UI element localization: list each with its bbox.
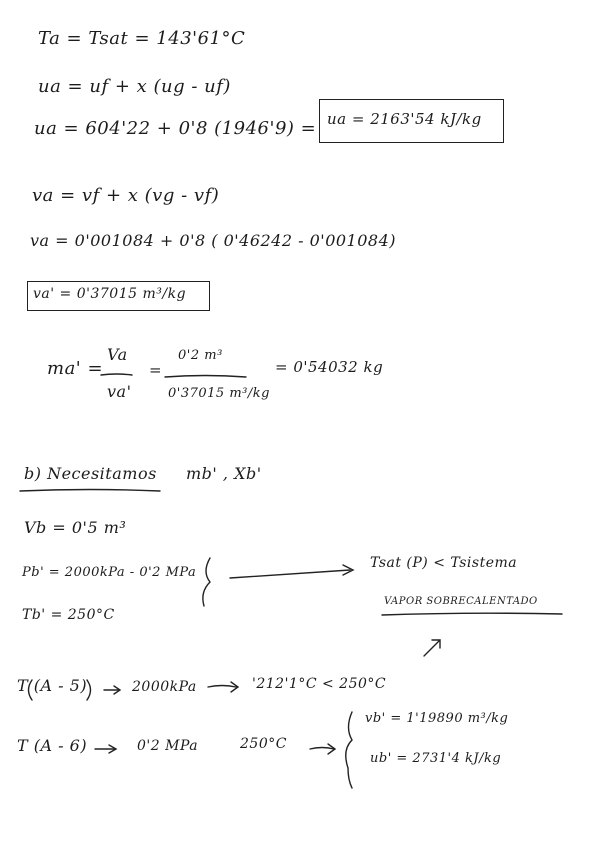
table-a6-temperature: 250°C	[240, 736, 287, 752]
vb-result: vb' = 1'19890 m³/kg	[365, 711, 509, 726]
pb-equation: Pb' = 2000kPa - 0'2 MPa	[22, 565, 197, 580]
ma-denominator-specific-volume: 0'37015 m³/kg	[168, 386, 270, 401]
arrow-to-tsat-shaft	[230, 570, 350, 578]
ta-equation: Ta = Tsat = 143'61°C	[38, 28, 246, 49]
paren-a5-right	[87, 680, 91, 700]
arrow-up-to-vapor-shaft	[424, 640, 440, 656]
table-a6-pressure: 0'2 MPa	[137, 738, 199, 754]
va-calculation: va = 0'001084 + 0'8 ( 0'46242 - 0'001084)	[30, 231, 397, 250]
ma-lhs: ma' =	[47, 358, 104, 379]
table-a5-result: '212'1°C < 250°C	[252, 676, 387, 692]
ma-numerator-va: Va	[107, 345, 128, 364]
table-a5-reference: T (A - 5)	[17, 676, 88, 695]
ua-calculation: ua = 604'22 + 0'8 (1946'9) =	[34, 118, 317, 139]
va-result: va' = 0'37015 m³/kg	[33, 286, 187, 302]
vb-equation: Vb = 0'5 m³	[24, 518, 127, 537]
tsat-comparison: Tsat (P) < Tsistema	[370, 555, 518, 571]
part-b-heading: b) Necesitamos	[24, 464, 157, 483]
part-b-heading-variables: mb' , Xb'	[186, 464, 262, 483]
results-brace	[346, 712, 352, 788]
ma-fraction-bar-left	[101, 374, 132, 375]
tb-equation: Tb' = 250°C	[22, 607, 115, 623]
ma-fraction-bar-right	[165, 376, 246, 378]
table-a5-pressure: 2000kPa	[132, 679, 197, 695]
va-formula: va = vf + x (vg - vf)	[32, 185, 220, 206]
ub-result: ub' = 2731'4 kJ/kg	[370, 751, 502, 766]
paren-a5-left	[29, 680, 33, 700]
ua-formula: ua = uf + x (ug - uf)	[38, 76, 231, 97]
vapor-sobrecalentado-label: VAPOR SOBRECALENTADO	[384, 596, 538, 607]
vapor-underline	[382, 613, 562, 615]
arrow-a5-second-shaft	[208, 686, 236, 688]
ua-result: ua = 2163'54 kJ/kg	[327, 110, 482, 128]
ma-numerator-volume: 0'2 m³	[178, 348, 223, 363]
part-b-heading-underline	[20, 490, 160, 492]
ma-equals: =	[149, 361, 163, 379]
arrow-a6-second-shaft	[310, 748, 334, 750]
table-a6-reference: T (A - 6)	[17, 736, 88, 755]
ma-result: = 0'54032 kg	[275, 358, 384, 376]
ma-denominator-va: va'	[107, 382, 132, 401]
conditions-brace	[203, 558, 210, 606]
